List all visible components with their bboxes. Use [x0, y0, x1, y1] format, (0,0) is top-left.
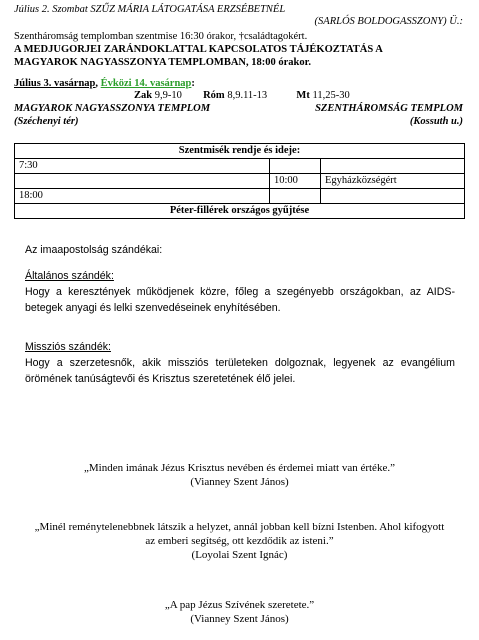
church-right-sub: (Kossuth u.): [409, 116, 463, 127]
table-row: [15, 159, 465, 174]
sunday-title: Évközi 14. vasárnap: [100, 78, 192, 89]
church-left: MAGYAROK NAGYASSZONYA TEMPLOM: [14, 103, 211, 114]
church-left-sub: (Széchenyi tér): [14, 116, 79, 127]
reading-mt: 11,25-30: [309, 90, 350, 101]
mission-intention-text: Hogy a szerzetesnők, akik missziós területeken dolgoznak, legyenek az evangélium örömének tanúságtevői és Krisztus szeretetének élő jelei.: [25, 357, 455, 385]
table-row: [15, 144, 465, 159]
quote-author: (Vianney Szent János): [190, 476, 289, 488]
quote-3: [20, 598, 459, 626]
quote-author: (Loyolai Szent Ignác): [191, 549, 288, 561]
prayer-intro: Az imaapostolság szándékai:: [25, 244, 163, 256]
quote-text: „Minden imának Jézus Krisztus nevében és érdemei miatt van értéke.”: [84, 462, 395, 474]
table-cell-empty: [321, 189, 465, 204]
quote-text: „A pap Jézus Szívének szeretete.”: [164, 599, 315, 611]
reading-zak: 9,9-10: [152, 90, 182, 101]
table-cell-time: 18:00: [15, 189, 270, 204]
header-line-3: Szentháromság templomban szentmise 16:30 órakor, †családtagokért.: [14, 31, 308, 42]
table-cell-empty: [270, 159, 321, 174]
table-cell-time: 10:00: [270, 174, 321, 189]
general-intention-title: Általános szándék:: [25, 270, 114, 282]
reading-mt-label: Mt: [296, 90, 310, 101]
reading-rom: 8,9.11-13: [224, 90, 268, 101]
readings-line: [134, 90, 350, 101]
table-cell-intent: Egyházközségért: [321, 174, 465, 189]
mission-intention-title: Missziós szándék:: [25, 341, 111, 353]
sunday-colon: :: [191, 78, 195, 89]
table-cell-empty: [270, 189, 321, 204]
table-cell-time: 7:30: [15, 159, 270, 174]
table-cell-empty: [321, 159, 465, 174]
header-line-4: A MEDJUGORJEI ZARÁNDOKLATTAL KAPCSOLATOS TÁJÉKOZTATÁS A: [14, 44, 383, 55]
table-row: [15, 174, 465, 189]
table-row: [15, 204, 465, 219]
quote-1: [20, 461, 459, 489]
table-header: Szentmisék rendje és ideje:: [15, 144, 465, 159]
table-footer: Péter-fillérek országos gyűjtése: [15, 204, 465, 219]
header-line-5: MAGYAROK NAGYASSZONYA TEMPLOMBAN, 18:00 órakor.: [14, 57, 311, 68]
header-line-1: Július 2. Szombat SZŰZ MÁRIA LÁTOGATÁSA ERZSÉBETNÉL: [14, 4, 286, 15]
sunday-sep: ,: [95, 78, 101, 89]
sunday-heading: [14, 78, 195, 89]
header-line-2: (SARLÓS BOLDOGASSZONY) Ü.:: [314, 16, 463, 27]
table-cell-empty: [15, 174, 270, 189]
general-intention-text: Hogy a keresztények működjenek közre, főleg a szegényebb országokban, az AIDS-betegek anyagi és lelki szenvedéseinek enyhítésében.: [25, 286, 455, 314]
quote-author: (Vianney Szent János): [190, 613, 289, 625]
quote-text: „Minél reménytelenebbnek látszik a helyzet, annál jobban kell bízni Istenben. Ahol kifogyott az emberi segítség, ott kezdődik az isteni.”: [34, 521, 445, 547]
quote-2: [34, 520, 445, 562]
reading-zak-label: Zak: [134, 90, 153, 101]
mass-schedule-table: [14, 143, 465, 219]
church-right: SZENTHÁROMSÁG TEMPLOM: [315, 103, 463, 114]
sunday-date: Július 3. vasárnap: [14, 78, 96, 89]
reading-rom-label: Róm: [203, 90, 225, 101]
table-row: [15, 189, 465, 204]
